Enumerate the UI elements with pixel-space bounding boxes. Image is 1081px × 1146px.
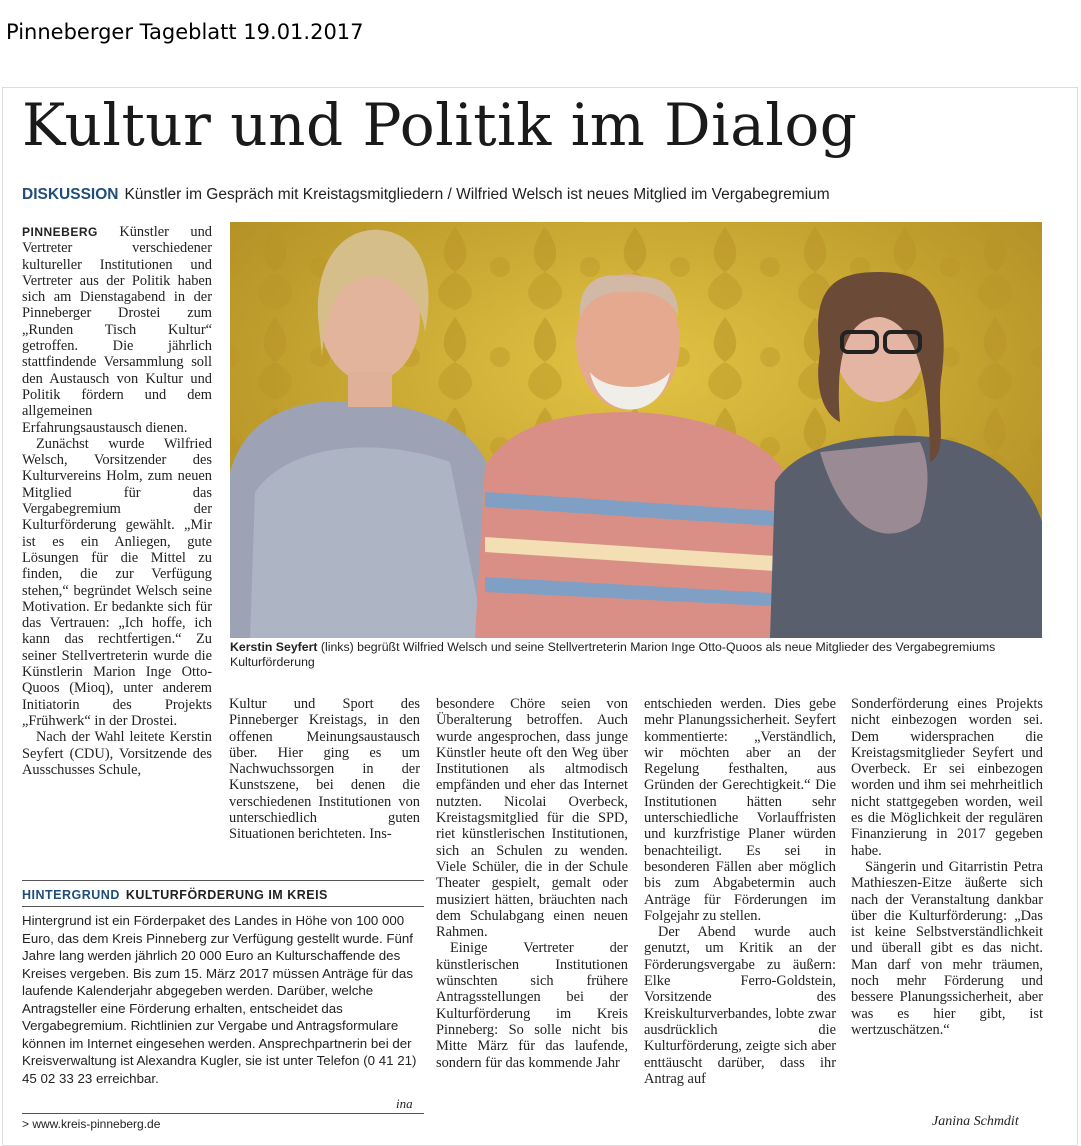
photo-caption [230,640,1042,669]
dateline: PINNEBERG [22,225,98,239]
paragraph-text: Künstler und Vertreter verschiedener kultureller Institutionen und Vertreter aus der Politik haben sich am Dienstagabend in der Pinneberger Drostei zum „Runden Tisch Kultur“ getroffen. Die jährlich stattfindende Versammlung soll den Austausch von Kultur und Politik fördern und dem allgemeinen Erfahrungsaustausch dienen. [22,224,212,436]
box-heading-rule [22,906,424,907]
kicker: DISKUSSION [22,186,119,203]
paragraph: Einige Vertreter der künstlerischen Institutionen wünschten sich frühere Antragsstellungen bei der Kulturförderung im Kreis Pinneberg: So solle nicht bis Mitte März für das laufende, sondern für das kommende Jahr [436,940,628,1071]
paragraph: Nach der Wahl leitete Kerstin Seyfert (CDU), Vorsitzende des Ausschusses Schule, [22,729,212,778]
column-1 [22,224,212,778]
box-heading [22,888,328,902]
paragraph: Der Abend wurde auch genutzt, um Kritik an der Förderungsvergabe zu äußern: Elke Ferro-Goldstein, Vorsitzende des Kreiskulturverbandes, lobte zwar ausdrücklich die Kulturförderung, zeigte sich aber enttäuscht darüber, dass ihr Antrag auf [644,924,836,1087]
box-title: KULTURFÖRDERUNG IM KREIS [125,888,328,902]
column-3 [436,696,628,1071]
photo-illustration [230,222,1042,638]
box-signature: ina [396,1096,413,1111]
column-2 [229,696,420,843]
caption-text: (links) begrüßt Wilfried Welsch und seine Stellvertreterin Marion Inge Otto-Quoos als neue Mitglieder des Vergabegremiums Kulturförderung [230,640,996,669]
column-5 [851,696,1043,1038]
paragraph: entschieden werden. Dies gebe mehr Planungssicherheit. Seyfert kommentierte: „Verständlich, wir möchten aber an der Regelung festhalten, aus Gründen der Gerechtigkeit.“ Die Institutionen hätten sehr unterschiedliche Vorlauffristen und kurzfristige Planer würden benachteiligt. Es sei in besonderen Fällen aber möglich bis zum Abgabetermin auch Anträge für Förderungen im Folgejahr zu stellen. [644,696,836,924]
column-4 [644,696,836,1087]
subheadline-text: Künstler im Gespräch mit Kreistagsmitgliedern / Wilfried Welsch ist neues Mitglied im Vergabegremium [124,186,830,203]
paragraph: Zunächst wurde Wilfried Welsch, Vorsitzender des Kulturvereins Holm, zum neuen Mitglied für das Vergabegremium der Kulturförderung gewählt. „Mir ist es ein Anliegen, gute Lösungen für die Mittel zu finden, die zur Verfügung stehen,“ begründet Welsch seine Motivation. Er bedankte sich für das Vertrauen: „Ich hoffe, ich kann das rechtfertigen.“ Zu seiner Stellvertreterin wurde die Künstlerin Marion Inge Otto-Quoos (Mioq), unter anderem Initiatorin des Projekts „Frühwerk“ in der Drostei. [22,435,212,729]
author-signature: Janina Schmdit [932,1114,1019,1129]
box-top-rule [22,880,424,881]
paragraph [22,224,212,436]
article-photo [230,222,1042,638]
paragraph: Sonderförderung eines Projekts nicht einbezogen worden sei. Dem widersprachen die Kreistagsmitglieder Seyfert und Overbeck. Er sei einbezogen worden und ihm sei mehrheitlich nicht stattgegeben worden, weil es die Möglichkeit der regulären Finanzierung in 2017 gegeben habe. [851,696,1043,859]
paragraph: Kultur und Sport des Pinneberger Kreistags, in den offenen Meinungsaustausch über. Hier ging es um Nachwuchssorgen in der Kunstszene, bei denen die verschiedenen Institutionen von unterschiedlich guten Situationen berichteten. Ins- [229,696,420,843]
box-paragraph: Hintergrund ist ein Förderpaket des Landes in Höhe von 100 000 Euro, das dem Kreis Pinneberg zur Verfügung gestellt wurde. Fünf Jahre lang werden jährlich 20 000 Euro an Kulturschaffende des Kreises vergeben. Bis zum 15. März 2017 müssen Anträge für das laufende Kalenderjahr abgegeben werden. Darüber, welche Antragsteller eine Förderung erhalten, entscheidet das Vergabegremium. Richtlinien zur Vergabe und Antragsformulare können im Internet eingesehen werden. Ansprechpartnerin bei der Kreisverwaltung ist Alexandra Kugler, sie ist unter Telefon (0 41 21) 45 02 33 23 erreichbar. [22,913,417,1086]
headline: Kultur und Politik im Dialog [22,91,858,159]
subheadline [22,186,830,204]
box-bottom-rule [22,1113,424,1114]
source-line: Pinneberger Tageblatt 19.01.2017 [6,20,364,44]
box-link[interactable]: > www.kreis-pinneberg.de [22,1117,161,1131]
box-kicker: HINTERGRUND [22,888,120,902]
caption-name: Kerstin Seyfert [230,640,318,654]
box-text [22,912,424,1087]
paragraph: Sängerin und Gitarristin Petra Mathieszen-Eitze äußerte sich nach der Veranstaltung dankbar über die Kulturförderung: „Das ist keine Selbstverständlichkeit und überall gibt es das nicht. Man darf von mehr träumen, noch mehr Förderung und bessere Planungssicherheit, aber was es hier gibt, ist wertzuschätzen.“ [851,858,1043,1038]
paragraph: besondere Chöre seien von Überalterung betroffen. Auch wurde angesprochen, dass junge Künstler heute oft den Weg über Institutionen als altmodisch empfänden und eher das Internet nutzten. Nicolai Overbeck, Kreistagsmitglied für die SPD, riet künstlerischen Institutionen, sich an Schulen zu wenden. Viele Schüler, die in der Schule Theater gespielt, gemalt oder musiziert hätten, bräuchten nach dem Schulabgang einen neuen Rahmen. [436,696,628,941]
